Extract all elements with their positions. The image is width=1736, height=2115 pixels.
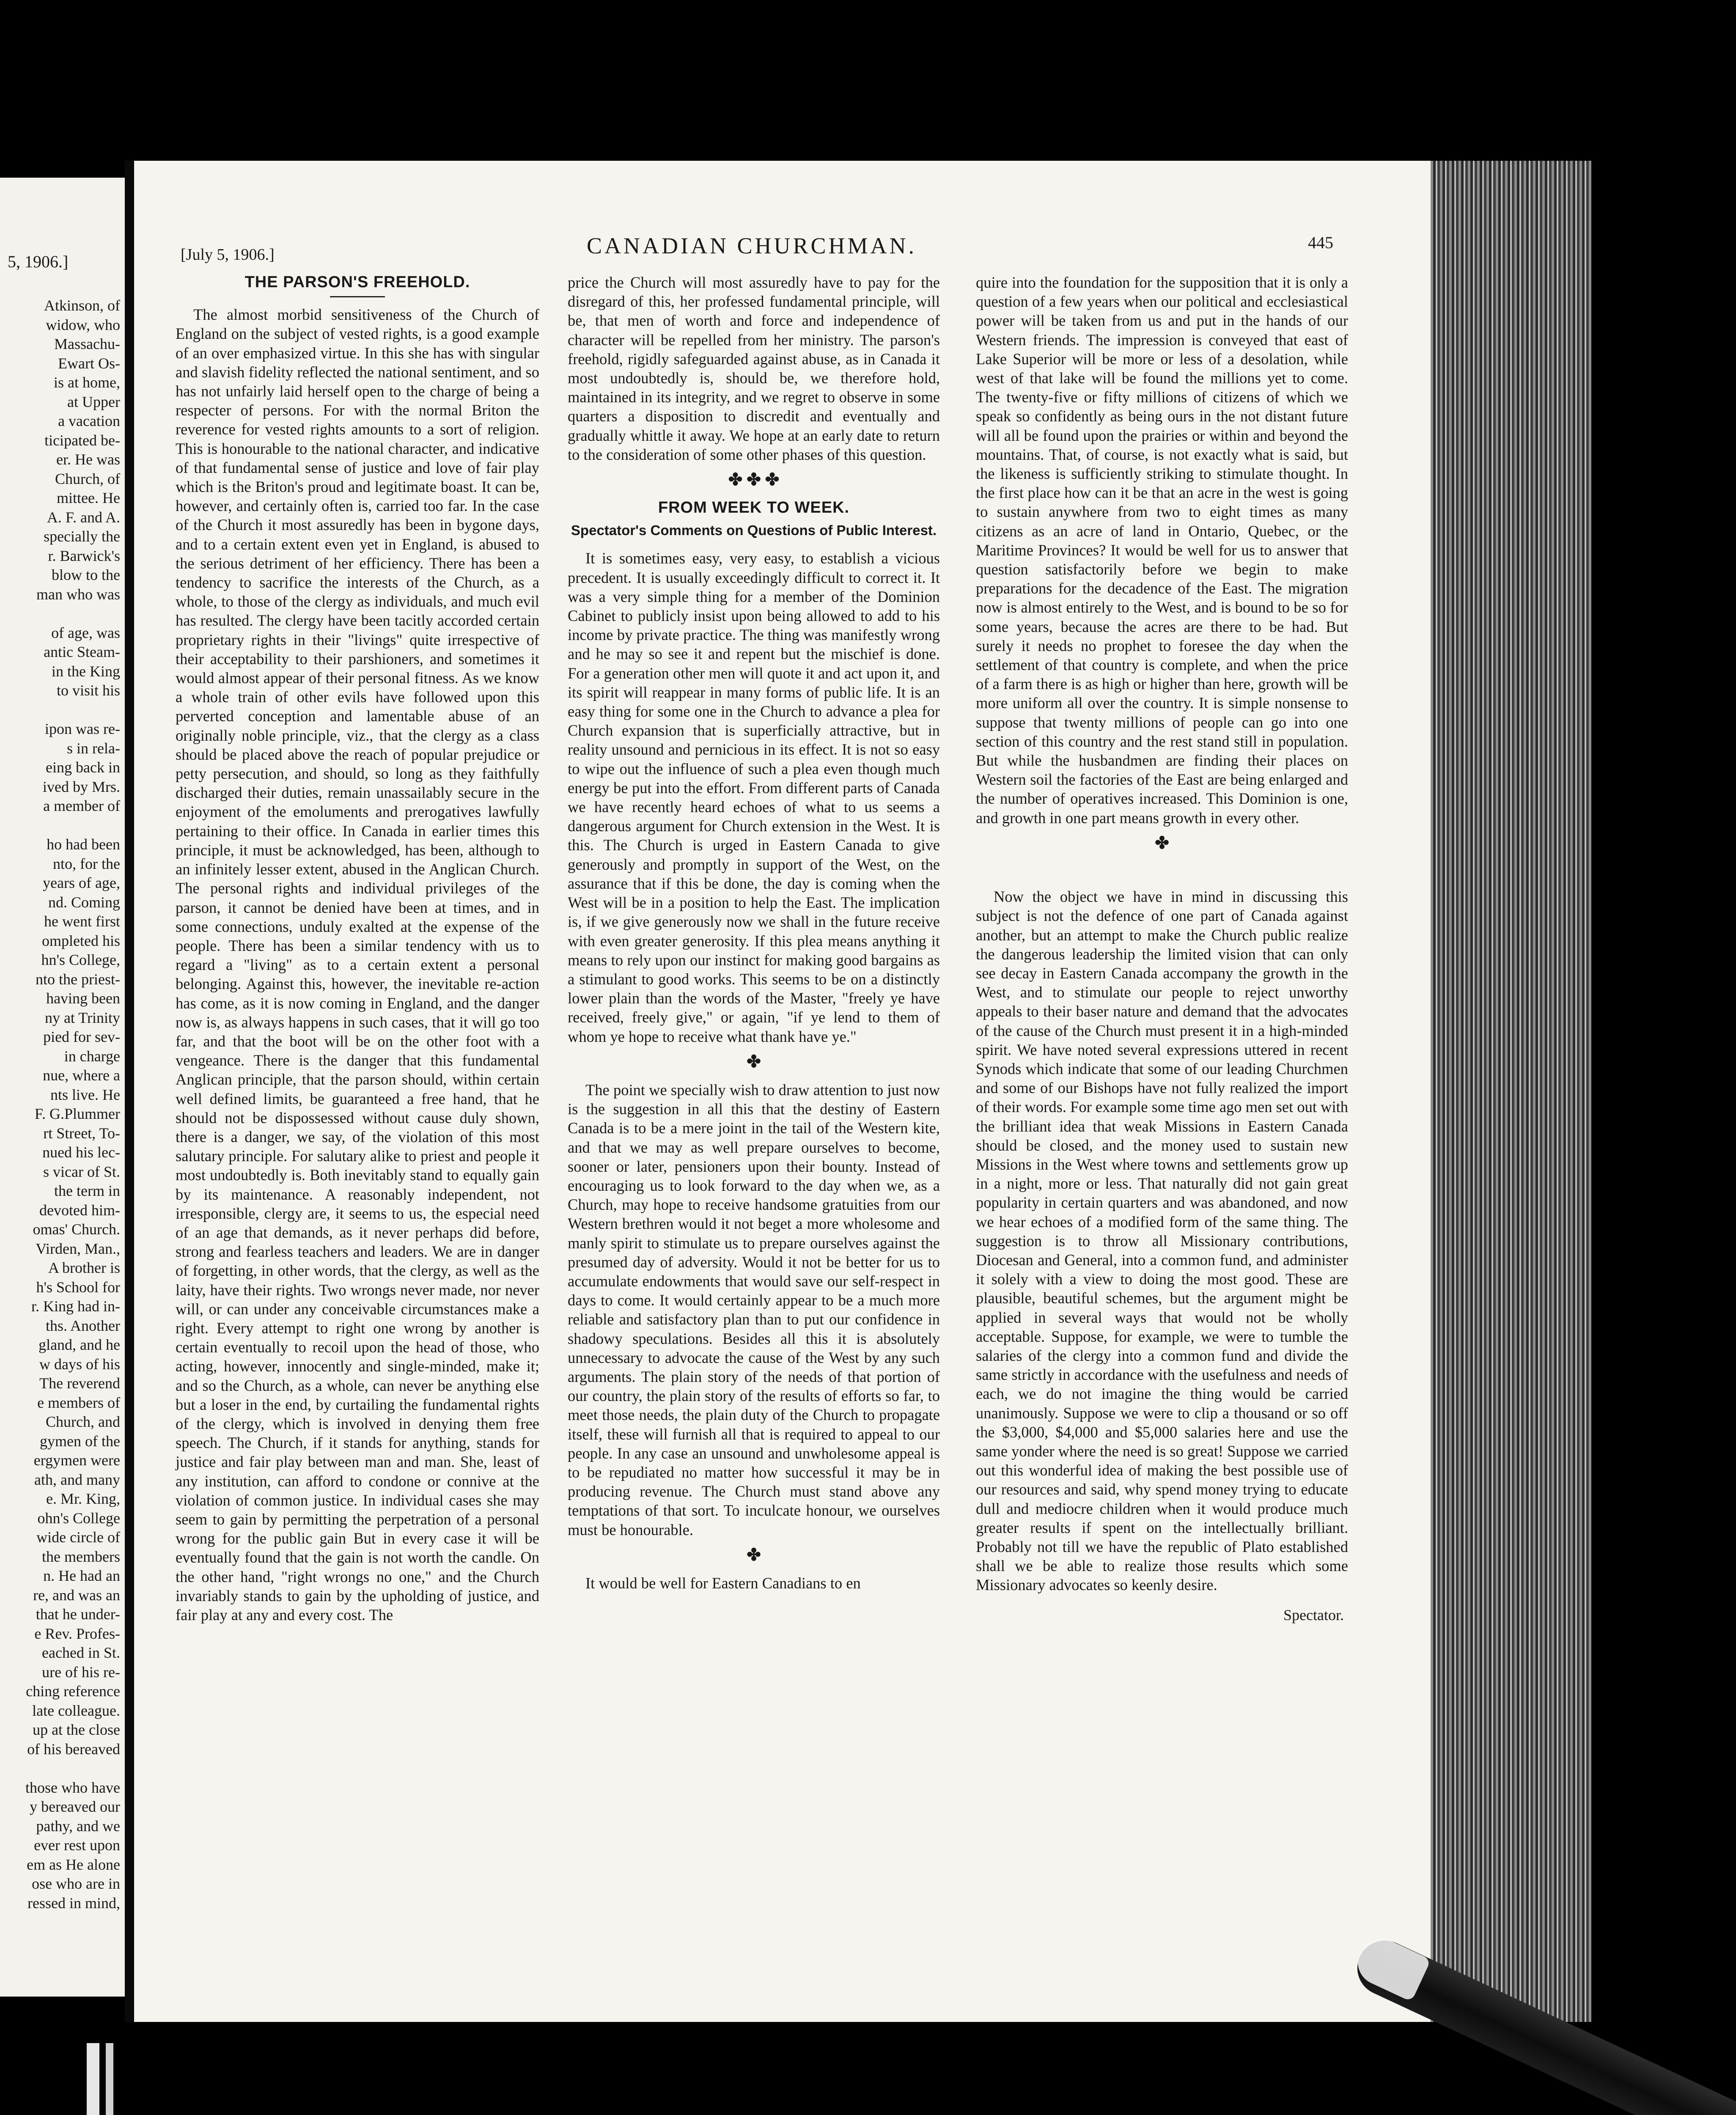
previous-page-line: ho had been bbox=[47, 836, 120, 853]
binding-strip bbox=[87, 2043, 99, 2115]
column-2 bbox=[568, 273, 940, 1593]
previous-page-line: Atkinson, of bbox=[44, 297, 120, 314]
previous-page-line: er. He was bbox=[56, 451, 120, 468]
author-signature: Spectator. bbox=[1283, 1606, 1344, 1623]
previous-page-line: n. He had an bbox=[43, 1567, 120, 1584]
article-paragraph-continued: price the Church will most assuredly have to pay for the disregard of this, her professed fundamental principle, will be, that men of worth and force and independence of character will be repelled from her ministry. The parson's freehold, rigidly safeguarded against abuse, as in Canada it most undoubtedly is, should be, we therefore hold, maintained in its integrity, and we regret to observe in some quarters a disposition to discredit and eventually and gradually whittle it away. We hope at an early date to return to the consideration of some other phases of this question. bbox=[568, 274, 940, 463]
previous-page-line: ath, and many bbox=[34, 1471, 120, 1488]
previous-page-line: A. F. and A. bbox=[47, 508, 120, 526]
previous-page-line: eing back in bbox=[46, 759, 120, 776]
previous-page-line: having been bbox=[46, 990, 120, 1007]
previous-page-line: ose who are in bbox=[32, 1875, 120, 1892]
previous-page-line: omas' Church. bbox=[33, 1221, 120, 1238]
previous-page-line: nd. Coming bbox=[48, 893, 120, 911]
previous-page-line: the members bbox=[42, 1548, 120, 1565]
previous-page-line: r. King had in- bbox=[31, 1298, 120, 1315]
previous-page-line: e members of bbox=[37, 1394, 120, 1411]
page-title: CANADIAN CHURCHMAN. bbox=[587, 233, 917, 258]
previous-page-line: years of age, bbox=[43, 874, 120, 891]
previous-page-line bbox=[0, 816, 120, 835]
previous-page-line: is at home, bbox=[54, 374, 120, 391]
previous-page-line: y bereaved our bbox=[30, 1798, 120, 1815]
previous-page-line: pied for sev- bbox=[43, 1028, 120, 1045]
previous-page-line: r. Barwick's bbox=[48, 547, 120, 564]
previous-page-line: ived by Mrs. bbox=[43, 778, 120, 795]
previous-page-line: ticipated be- bbox=[44, 431, 120, 449]
previous-page-line: nto, for the bbox=[53, 855, 120, 872]
previous-page-line: the term in bbox=[54, 1182, 120, 1199]
paragraph-ornament: ✤ bbox=[1155, 833, 1169, 852]
previous-page-line: ohn's College bbox=[37, 1509, 120, 1527]
article-paragraph: Now the object we have in mind in discussing this subject is not the defence of one part of Canada against another, but an attempt to make the Church public realize the dangerous leadership the limited vision that can only see decay in Eastern Canada accompany the growth in the West, and to stimulate our people to reject unworthy appeals to their baser nature and demand that the advocates of the cause of the Church must present it in a high-minded spirit. We have noted several expressions uttered in recent Synods which indicate that some of our leading Churchmen and some of our Bishops have not fully realized the import of their words. For example some time ago men set out with the brilliant idea that weak Missions in Eastern Canada should be closed, and the money used to sustain new Missions in the West where towns and settlements grow up in a night, more or less. That naturally did not gain great popularity in certain quarters and was abandoned, and now we hear echoes of a modified form of the same thing. The suggestion is to throw all Missionary contributions, Diocesan and General, into a common fund, and administer it solely with a view to doing the most good. These are plausible, beautiful schemes, but the argument might be applied in several ways that would not be wholly acceptable. Suppose, for example, we were to tumble the salaries of the clergy into a common fund and divide the same strictly in accordance with the usefulness and needs of each, we do not imagine the thing would be carried unanimously. Suppose we were to clip a thousand or so off the $3,000, $4,000 and $5,000 salaries here and use the same yonder where the need is so great! Suppose we carried out this wonderful idea of making the best possible use of our resources and said, why spend money trying to educate dull and mediocre children when it would produce much greater results if spent on the intellectually brilliant. Probably not till we have the republic of Plato established shall we be able to realize those results which some Missionary advocates so keenly desire. bbox=[976, 888, 1348, 1594]
book-page-edges bbox=[1431, 161, 1591, 2030]
previous-page-line: that he under- bbox=[36, 1606, 120, 1623]
previous-page-line: of his bereaved bbox=[27, 1740, 120, 1758]
heading-rule bbox=[330, 296, 385, 297]
binding-strip bbox=[106, 2043, 113, 2115]
previous-page-line: ching reference bbox=[26, 1683, 120, 1700]
article-subheading: Spectator's Comments on Questions of Public Interest. bbox=[571, 522, 937, 538]
previous-page-line bbox=[0, 700, 120, 720]
previous-page-line: nto the priest- bbox=[36, 970, 120, 988]
previous-page-line: e Rev. Profes- bbox=[34, 1625, 120, 1642]
previous-page-line: Ewart Os- bbox=[58, 354, 120, 372]
previous-page-line: in charge bbox=[64, 1047, 120, 1065]
paragraph-ornament: ✤ bbox=[747, 1545, 761, 1564]
previous-page-line: widow, who bbox=[46, 316, 120, 333]
previous-page-line: ressed in mind, bbox=[27, 1894, 120, 1912]
previous-page-line: late colleague. bbox=[32, 1702, 120, 1719]
previous-page-line: rt Street, To- bbox=[43, 1124, 120, 1142]
book-gutter bbox=[125, 161, 134, 2022]
previous-page-line: a member of bbox=[43, 797, 120, 814]
previous-page-text bbox=[0, 296, 123, 1913]
previous-page-line: nue, where a bbox=[43, 1067, 120, 1084]
article-paragraph: It is sometimes easy, very easy, to establish a vicious precedent. It is usually exceedingly difficult to correct it. It was a very simple thing for a member of the Dominion Cabinet to publicly insist upon being allowed to add to his income by private practice. The thing was manifestly wrong and he may so see it and repent but the mischief is done. For a generation other men will quote it and act upon it, and its spirit will reappear in many forms of public life. It is an easy thing for some one in the Church to advance a plea for Church expansion that is superficially attractive, but in reality unsound and pernicious in its effect. It is not so easy to wipe out the influence of such a plea even though much energy be put into the effort. From different parts of Canada we have recently heard echoes of what to us seems a dangerous argument for Church extension in the West. It is this. The Church is urged in Eastern Canada to give generously and promptly in support of the West, on the assurance that if this be done, the day is coming when the West will be in a position to help the East. The implication is, if we give generously now we shall in the future receive with even greater generosity. If this plea means anything it means to rely upon our instinct for making good bargains as a stimulant to good works. This seems to be on a distinctly lower plain than the words of the Master, "freely ye have received, freely give," or again, "if ye lend to them of whom ye hope to receive what thank have ye." bbox=[568, 549, 940, 1045]
previous-page-line: Church, of bbox=[55, 470, 120, 487]
previous-page-line: ompleted his bbox=[42, 932, 120, 949]
previous-page-line: nts live. He bbox=[50, 1086, 120, 1103]
previous-page-line: devoted him- bbox=[39, 1201, 120, 1219]
previous-page-line: The reverend bbox=[39, 1375, 120, 1392]
article-paragraph: The point we specially wish to draw attention to just now is the suggestion in all this that the destiny of Eastern Canada is to be a mere joint in the tail of the Western kite, and that we may as well prepare ourselves to become, sooner or later, pensioners upon their bounty. Instead of encouraging us to look forward to the day when we, as a Church, may hope to receive handsome gratuities from our Western brethren would it not beget a more wholesome and manly spirit to stimulate us to prepare ourselves against the presumed day of adversity. Would it not be better for us to accumulate endowments that would save our self-respect in days to come. It would certainly appear to be a much more reliable and satisfactory plan than to put our confidence in shadowy speculations. Besides all this it is absolutely unnecessary to advocate the cause of the West by any such arguments. The plain story of the needs of that portion of our country, the plain story of the results of efforts so far, to meet those needs, the plain duty of the Church to propagate itself, these will furnish all that is required to appeal to our people. In any case an unsound and unwholesome appeal is to be repudiated no matter how successful it may be in producing revenue. The Church must stand above any temptations of that sort. To inculcate honour, we ourselves must be honourable. bbox=[568, 1081, 940, 1538]
previous-page-line: a vacation bbox=[58, 412, 120, 429]
page-445 bbox=[134, 161, 1431, 2039]
previous-page-line: s in rela- bbox=[67, 739, 120, 757]
previous-page-line: Church, and bbox=[46, 1413, 120, 1430]
previous-page-line: at Upper bbox=[67, 393, 120, 410]
previous-page-header: 5, 1906.] bbox=[8, 252, 69, 271]
previous-page-line: re, and was an bbox=[33, 1586, 120, 1604]
previous-page-line bbox=[0, 604, 120, 624]
previous-page-line: Massachu- bbox=[54, 335, 120, 352]
previous-page-line: ure of his re- bbox=[42, 1663, 120, 1681]
page-date: [July 5, 1906.] bbox=[181, 246, 275, 264]
previous-page-line: eached in St. bbox=[42, 1644, 120, 1661]
previous-page-line: Virden, Man., bbox=[36, 1240, 120, 1257]
previous-page-line: gland, and he bbox=[38, 1336, 120, 1353]
column-3 bbox=[976, 273, 1348, 1625]
previous-page-line: specially the bbox=[44, 528, 120, 545]
previous-page-line: A brother is bbox=[48, 1259, 120, 1276]
previous-page-line bbox=[0, 1759, 120, 1778]
paragraph-ornament: ✤ bbox=[747, 1052, 761, 1071]
previous-page-line: pathy, and we bbox=[36, 1817, 120, 1835]
previous-page-line: ny at Trinity bbox=[44, 1009, 120, 1026]
previous-page-line: s vicar of St. bbox=[43, 1163, 120, 1180]
previous-page-line: he went first bbox=[44, 913, 120, 930]
previous-page-line: ergymen were bbox=[33, 1452, 120, 1469]
previous-page-line: up at the close bbox=[33, 1721, 120, 1738]
article-paragraph: The almost morbid sensitiveness of the Church of England on the subject of vested rights, is a good example of an over emphasized virtue. In this she has with singular and slavish fidelity reflected the national sentiment, and so has not unfairly laid herself open to the charge of being a respecter of persons. For with the normal Briton the reverence for vested rights amounts to a sort of religion. This is honourable to the national character, and indicative of that fundamental sense of justice and love of fair play which is the Briton's proud and legitimate boast. It can be, however, and certainly often is, carried too far. In the case of the Church it most assuredly has been in bygone days, and to a certain extent even yet in England, is abused to the serious detriment of her efficiency. There has been a tendency to sacrifice the interests of the Church, as a whole, to those of the clergy as individuals, and much evil has resulted. The clergy have been tacitly accorded certain proprietary rights in their "livings" quite irrespective of their acceptability to their parshioners, and sometimes it would almost appear of their personal fitness. As we know a whole train of other evils have followed upon this perverted conception and lamentable abuse of an originally noble principle, viz., that the clergy as a class should be placed above the reach of popular prejudice or petty persecution, and should, so long as they faithfully discharged their duties, remain unassailably secure in the enjoyment of the emoluments and prerogatives lawfully pertaining to their office. In Canada in earlier times this principle, it must be acknowledged, has been, although to an infinitely lesser extent, abused in the Anglican Church. The personal rights and individual privileges of the parson, it cannot be denied have been at times, and in some connections, unduly exalted at the expense of the people. There has been a similar tendency with us to regard a "living" as to a certain extent a personal belonging. Against this, however, the inevitable re-action has come, as it is now coming in England, and the danger now is, as always happens in such cases, that it will go too far, and that the boot will be on the other foot with a vengeance. There is the danger that this fundamental Anglican principle, that the parson should, within certain well defined limits, be guaranteed a free hand, that he should not be dispossessed without cause duly shown, there is a danger, we say, of the violation of this most salutary principle. For salutary alike to priest and people it most undoubtedly is. Both inevitably stand to equally gain by its maintenance. A reasonably independent, not irresponsible, clergy are, it seems to us, the especial need of an age that demands, as it never perhaps did before, strong and fearless teachers and leaders. We are in danger of forgetting, in other words, that the clergy, as well as the laity, have their rights. Two wrongs never made, nor never will, or can under any conceivable circumstances make a right. Every attempt to right one wrong by another is certain eventually to recoil upon the head of those, who acting, however, innocently and single-minded, make it; and so the Church, as a whole, can never be anything else but a loser in the end, by curtailing the fundamental rights of the clergy, which is involved in denying them free speech. The Church, if it stands for anything, stands for justice and fair play between man and man. She, least of any institution, can afford to condone or connive at the violation of common justice. In individual cases she may seem to gain by permitting the perpetration of a personal wrong for the public gain But in every case it will be eventually found that the gain is not worth the candle. On the other hand, "right wrongs no one," and the Church invariably stands to gain by the upholding of justice, and fair play at any and every cost. The bbox=[176, 306, 539, 1624]
previous-page-line: to visit his bbox=[56, 682, 120, 699]
previous-page-line: ever rest upon bbox=[34, 1837, 120, 1854]
previous-page-line: h's School for bbox=[36, 1278, 120, 1296]
previous-page-line: ipon was re- bbox=[45, 720, 120, 737]
previous-page-line: em as He alone bbox=[27, 1856, 120, 1873]
previous-page-line: e. Mr. King, bbox=[46, 1490, 120, 1507]
article-heading-week-to-week: FROM WEEK TO WEEK. bbox=[658, 499, 850, 517]
article-heading-parsons-freehold: THE PARSON'S FREEHOLD. bbox=[244, 273, 470, 291]
previous-page-line: F. G.Plummer bbox=[34, 1105, 120, 1122]
column-1 bbox=[176, 273, 539, 1624]
previous-page-line: ths. Another bbox=[46, 1317, 120, 1334]
previous-page-line: hn's College, bbox=[41, 951, 120, 968]
previous-page-line: man who was bbox=[36, 585, 120, 603]
section-ornament: ✤ ✤ ✤ bbox=[728, 470, 780, 489]
previous-page-line: gymen of the bbox=[40, 1432, 120, 1450]
article-paragraph-continued: quire into the foundation for the supposition that it is only a question of a few years when our political and ecclesiastical power will be taken from us and put in the hands of our Western friends. The impression is conveyed that east of Lake Superior will be more or less of a desolation, while west of that lake will be found the millions yet to come. The twenty-five or fifty millions of citizens of which we speak so confidently as being ours in the not distant future will all be found upon the prairies or within and beyond the mountains. That, of course, is not exactly what is said, but the likeness is sufficiently striking to stimulate thought. In the first place how can it be that an acre in the west is going to sustain anywhere from two to eight times as many citizens as an acre of land in Ontario, Quebec, or the Maritime Provinces? It would be well for us to answer that question satisfactorily before we begin to make preparations for the decadence of the East. The migration now is almost entirely to the West, and is bound to be so for some years, because the acres are there to be had. But surely it needs no prophet to foresee the day when the settlement of that country is complete, and when the price of a farm there is as high or higher than here, growth will be more uniform all over the country. It is simple nonsense to suppose that twenty millions of people can go into one section of this country and the rest stand still in population. But while the husbandmen are finding their places on Western soil the factories of the East are being enlarged and the number of operatives increased. This Dominion is one, and growth in one part means growth in every other. bbox=[976, 274, 1348, 827]
article-paragraph: It would be well for Eastern Canadians to en bbox=[585, 1574, 861, 1592]
previous-page-line: those who have bbox=[25, 1779, 120, 1796]
previous-page-line: wide circle of bbox=[36, 1529, 120, 1546]
previous-page-line: blow to the bbox=[52, 566, 120, 583]
page-number: 445 bbox=[1308, 233, 1333, 252]
previous-page-line: mittee. He bbox=[57, 489, 120, 506]
previous-page-sliver bbox=[0, 178, 125, 1997]
previous-page-line: of age, was bbox=[51, 624, 120, 641]
previous-page-line: in the King bbox=[52, 662, 120, 680]
previous-page-line: nued his lec- bbox=[42, 1144, 120, 1161]
previous-page-line: w days of his bbox=[39, 1355, 120, 1373]
previous-page-line: antic Steam- bbox=[44, 643, 120, 660]
